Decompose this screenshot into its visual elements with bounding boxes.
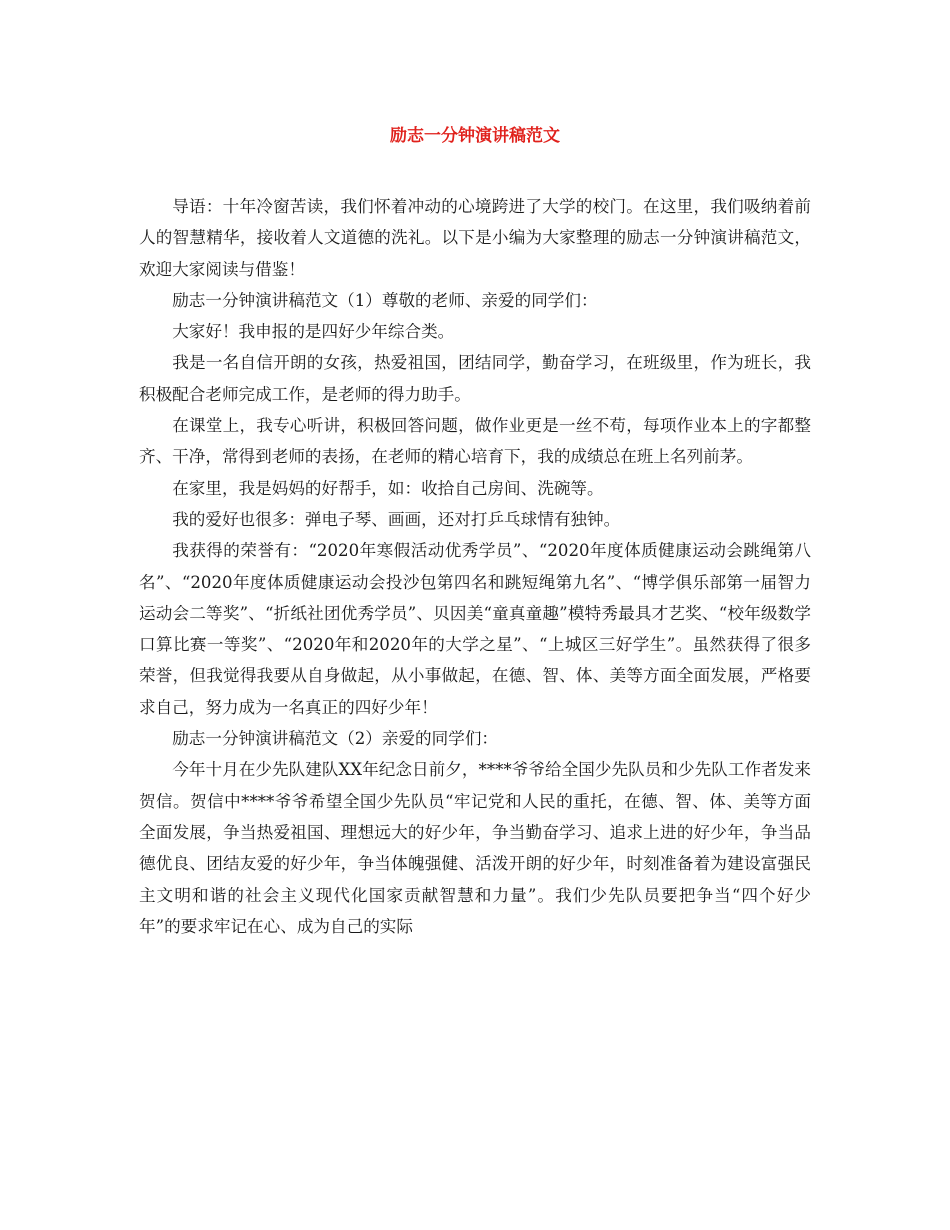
paragraph-speech-1-heading: 励志一分钟演讲稿范文（1）尊敬的老师、亲爱的同学们： (172, 290, 598, 310)
document-title: 励志一分钟演讲稿范文 (390, 126, 560, 146)
paragraph-intro: 导语：十年冷窗苦读，我们怀着冲动的心境跨进了大学的校门。在这里，我们吸纳着前人的智慧精华，接收着人文道德的洗礼。以下是小编为大家整理的励志一分钟演讲稿范文，欢迎大家阅读与借鉴！ (139, 197, 811, 279)
paragraph-classroom: 在课堂上，我专心听讲，积极回答问题，做作业更是一丝不苟，每项作业本上的字都整齐、干净，常得到老师的表扬，在老师的精心培育下，我的成绩总在班上名列前茅。 (139, 416, 811, 467)
paragraph-self-intro: 我是一名自信开朗的女孩，热爱祖国，团结同学，勤奋学习，在班级里，作为班长，我积极配合老师完成工作，是老师的得力助手。 (139, 353, 811, 404)
paragraph-speech-2-heading: 励志一分钟演讲稿范文（2）亲爱的同学们： (172, 729, 499, 749)
document-body (139, 191, 811, 942)
paragraph-hobbies: 我的爱好也很多：弹电子琴、画画，还对打乒乓球情有独钟。 (172, 509, 621, 529)
paragraph-home: 在家里，我是妈妈的好帮手，如：收拾自己房间、洗碗等。 (172, 478, 604, 498)
paragraph-greeting: 大家好！我申报的是四好少年综合类。 (172, 322, 455, 342)
paragraph-letter: 今年十月在少先队建队XX年纪念日前夕，****爷爷给全国少先队员和少先队工作者发来贺信。贺信中****爷爷希望全国少先队员“牢记党和人民的重托，在德、智、体、美等方面全面发展，争当热爱祖国、理想远大的好少年，争当勤奋学习、追求上进的好少年，争当品德优良、团结友爱的好少年，争当体魄强健、活泼开朗的好少年，时刻准备着为建设富强民主文明和谐的社会主义现代化国家贡献智慧和力量”。我们少先队员要把争当“四个好少年”的要求牢记在心、成为自己的实际 (139, 760, 811, 936)
paragraph-honors: 我获得的荣誉有：“2020年寒假活动优秀学员”、“2020年度体质健康运动会跳绳第八名”、“2020年度体质健康运动会投沙包第四名和跳短绳第九名”、“博学俱乐部第一届智力运动会二等奖”、“折纸社团优秀学员”、贝因美“童真童趣”模特秀最具才艺奖、“校年级数学口算比赛一等奖”、“2020年和2020年的大学之星”、“上城区三好学生”。虽然获得了很多荣誉，但我觉得我要从自身做起，从小事做起，在德、智、体、美等方面全面发展，严格要求自己，努力成为一名真正的四好少年！ (139, 541, 811, 717)
